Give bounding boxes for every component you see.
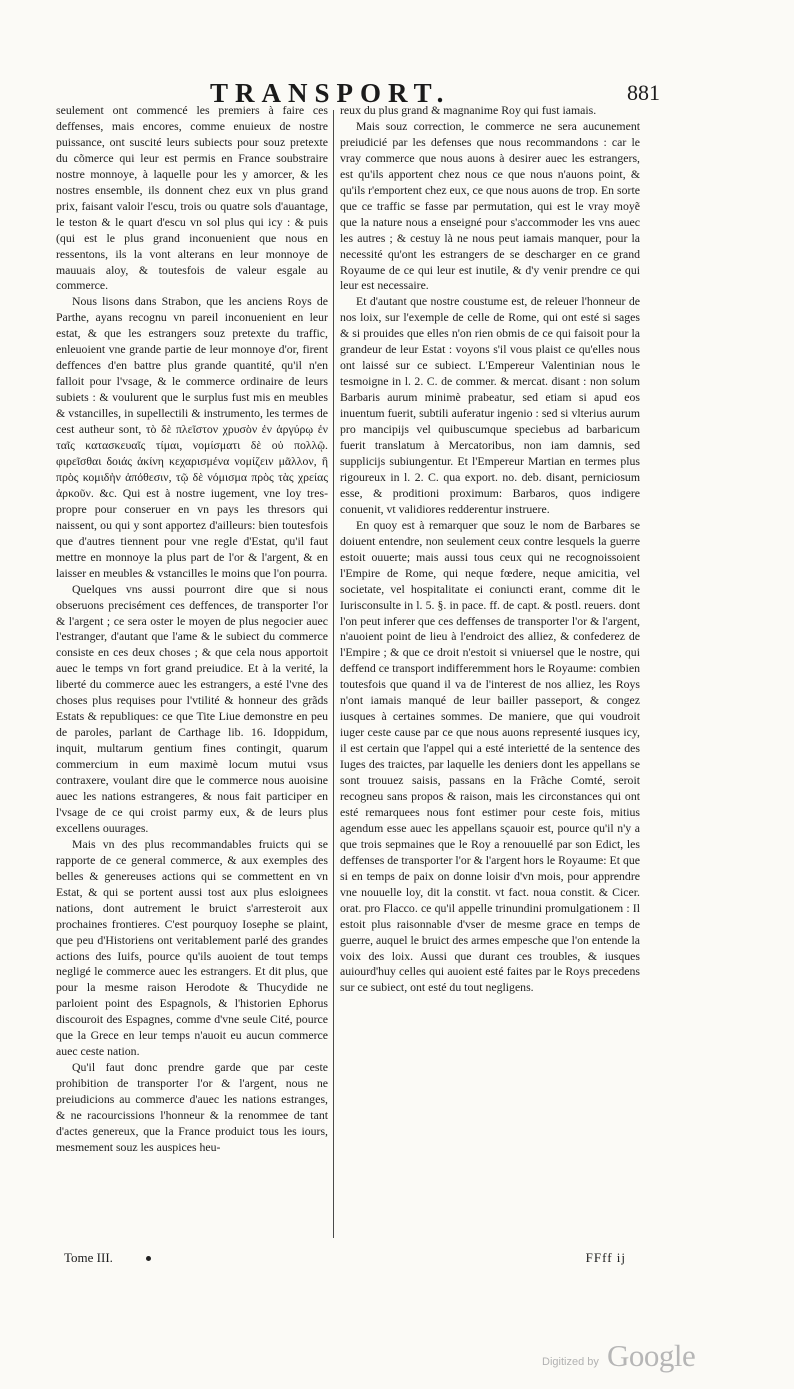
left-column xyxy=(56,103,328,1156)
page-footer xyxy=(56,1250,640,1272)
paragraph: Quelques vns aussi pourront dire que si nous obseruons precisément ces deffences, de transporter l'or & l'argent ; ce sera oster le moyen de plus negocier auec l'estranger, d'autant que l'ame & le subiect du commerce consiste en ces deux choses ; & que cela nous apportoit auec le temps vn fort grand preiudice. Et à la verité, la liberté du commerce auec les estrangers, a esté l'vne des choses plus requises pour l'vtilité & honneur des grãds Estats & republiques: ce que Tite Liue demonstre en peu de paroles, parlant de Carthage lib. 16. Idoppidum, inquit, multarum gentium fines contingit, quarum commercium in eum maximè locum mutui vsus contraxere, voulant dire que le commerce nous auoisine auec les nations estrangeres, & nous fait participer en l'vsage de ce qui croist parmy eux, & de leurs plus excellens ouurages. xyxy=(56,581,328,835)
page-number: 881 xyxy=(627,80,660,105)
paragraph: Nous lisons dans Strabon, que les anciens Roys de Parthe, ayans recognu vn pareil inconuenient en leur estat, & que les estrangers souz pretexte du traffic, enleuoient vne grande partie de leur monnoye d'or, firent deffences d'en battre plus grande quantité, qu'il n'en falloit pour l'vsage, & le commerce ordinaire de leurs subiets : & voulurent que le surplus fust mis en meubles & vstancilles, in supellectili & instrumento, les termes de cest autheur sont, τὸ δὲ πλεῖστον χρυσὸν ἐν ἀργύρῳ ἐν ταῖς κατασκευαῖς τίμαι, νομίσματι δὲ οὐ πολλῷ. φιρεῖσθαι δοιάς ἀκίνη κεχαρισμένα νομίζειν μᾶλλον, ἢ πρὸς κομιδὴν ἀπόθεσιν, τῷ δὲ νόμισμα πρὸς τὰς χρείας ἀρκοῦν. &c. Qui est à nostre iugement, vne loy tres-propre pour conseruer en vn pays les thresors qui naissent, ou qui y sont apportez d'ailleurs: bien toutesfois que d'autres tiennent pour vne regle d'Estat, qu'il faut mettre en monnoye la plus part de l'or & l'argent, & en laisser en meubles & vstancilles le moins que l'on pourra. xyxy=(56,294,328,580)
running-title: TRANSPORT. xyxy=(210,78,451,108)
right-column xyxy=(340,103,640,996)
column-divider xyxy=(333,110,334,1238)
volume-signature: Tome III. xyxy=(64,1250,113,1265)
folio-mark: FFff ij xyxy=(585,1250,626,1265)
digitization-watermark xyxy=(542,1340,712,1380)
paragraph: Et d'autant que nostre coustume est, de releuer l'honneur de nos loix, sur l'exemple de celle de Rome, qui ont esté si sages & si prouides que elles n'on rien obmis de ce qui faisoit pour la grandeur de leur Estat : voyons s'il vous plaist ce qu'elles nous ont laissé sur ce subiect. L'Empereur Valentinian nous le tesmoigne in l. 2. C. de commer. & mercat. disant : non solum Barbaris aurum minimè prabeatur, sed etiam si apud eos inuentum fuerit, subtili auferatur ingenio : sed si vlterius aurum pro mancipijs vel quibuscumque speciebus ad barbaricum fuerit translatum à Mercatoribus, non iam damnis, sed supplicijs subiungentur. Et l'Empereur Martian en termes plus rigoureux in l. 2. C. qua export. no. deb. disant, perniciosum esse, & proditioni proximum: Barbaros, quos indigere conuenit, vt validiores redderentur instruere. xyxy=(340,294,640,516)
paragraph: seulement ont commencé les premiers à faire ces deffenses, mais encores, comme enuieux de nostre puissance, ont suscité leurs subiects pour souz pretexte du cõmerce qui leur est permis en France soubstraire nostre monnoye, à laquelle pour les y amorcer, & les nostres ensemble, ils donnent chez eux vn plus grand prix, faisant valoir l'escu, trois ou quatre sols d'auantage, le teston & le quart d'escu vn sol plus qui icy : & puis (qui est le plus grand inconuenient que nous en ressentons, ils la vont alterans en leur monnoye de mauuais aloy, & toutesfois de valeur esgale au commerce. xyxy=(56,103,328,293)
paragraph: Mais souz correction, le commerce ne sera aucunement preiudicié par les defenses que nous recommandons : car le vray commerce que nous auons à desirer auec les estrangers, est qu'ils apportent chez nous ce que nous n'auons point, & qu'ils r'emportent chez eux, ce que nous auons de trop. En sorte que ce traffic se fasse par permutation, qui est le vray moyẽ que la nature nous a enseigné pour s'accommoder les vns auec les autres ; & cestuy là ne nous peut iamais manquer, pour la necessité qu'ont les estrangers de se descharger en ce grand Royaume de ce qui leur est inutile, & d'y venir prendre ce qui leur est necessaire. xyxy=(340,118,640,293)
paragraph: Qu'il faut donc prendre garde que par ceste prohibition de transporter l'or & l'argent, nous ne preiudicions au commerce d'auec les nations estranges, & ne racourcissions l'honneur & la renommee de tant d'actes genereux, que la France produict tous les iours, mesmement souz les auspices heu- xyxy=(56,1060,328,1154)
watermark-prefix: Digitized by xyxy=(542,1356,599,1368)
paragraph: Mais vn des plus recommandables fruicts qui se rapporte de ce general commerce, & aux exemples des belles & genereuses actions qui se commettent en vn Estat, & qui se portent aussi tost aux plus esloignees nations, dont autrement le bruict s'arresteroit aux prochaines frontieres. C'est pourquoy Iosephe se plaint, que peu d'Historiens ont veritablement parlé des grandes actions des Iuifs, pource qu'ils auoient de tout temps negligé le commerce auec les estrangers. Et dit plus, que pour la mesme raison Herodote & Thucydide ne parloient point des Espagnols, & l'historien Ephorus discouroit des Espagnes, comme d'vne seule Cité, pource que la Grece en leur temps n'auoit eu aucun commerce auec ceste nation. xyxy=(56,836,328,1059)
paragraph: reux du plus grand & magnanime Roy qui fust iamais. xyxy=(340,103,597,117)
paragraph: En quoy est à remarquer que souz le nom de Barbares se doiuent entendre, non seulement ceux contre lesquels la guerre estoit ouuerte; mais aussi tous ceux qui ne recognoissoient l'Empire de Rome, qui neque fœdere, neque amicitia, vel societate, vel hospitalitate ei coniuncti erant, comme dit le Iurisconsulte in l. 5. §. in pace. ff. de capt. & postl. reuers. dont l'on peut inferer que ces deffenses de transporter l'or & l'argent, n'auoient point de lieu à l'endroict des alliez, & confederez de l'Empire ; & que ce droit n'estoit si vniuersel que le nostre, qui deffend ce transport indifferemment hors le Royaume: combien toutesfois que quand il va de l'interest de nos alliez, les Roys n'ont iamais manqué de leur bailler passeport, & congez iusques à certaines sommes. De maniere, que qui voudroit iuger ceste cause par ce que nous auons representé iusques icy, il est certain que l'appel qui a esté interietté de la sentence des Iuges des traictes, par laquelle les deniers dont les appellans se sont trouuez saisis, passans en la Frãche Comté, seroit recogneu sans propos & raison, mais les circonstances qui ont esté remarquees nous font estimer pour ceste fois, mitius agendum esse auec les appellans sçauoir est, pource qu'il n'y a que trois sepmaines que le Roy a renouuellé par son Edict, les deffenses de transporter l'or & l'argent hors le Royaume: Et que si en temps de paix on donne loisir d'vn mois, pour apprendre vne nouuelle loy, dit la constit. vt fact. noua constit. & Cicer. orat. pro Flacco. ce qu'il appelle trinundini promulgationem : Il estoit plus raisonnable d'vser de mesme grace en temps de guerre, auquel le bruict des armes empesche que l'on entende la voix des loix. Aussi que durant ces troubles, & iusques auiourd'huy celles qui auoient esté faites par le Roys precedens sur ce subiect, ont esté du tout negligens. xyxy=(340,517,640,995)
ink-dot-icon xyxy=(146,1256,151,1261)
google-logo: Google xyxy=(607,1338,696,1373)
